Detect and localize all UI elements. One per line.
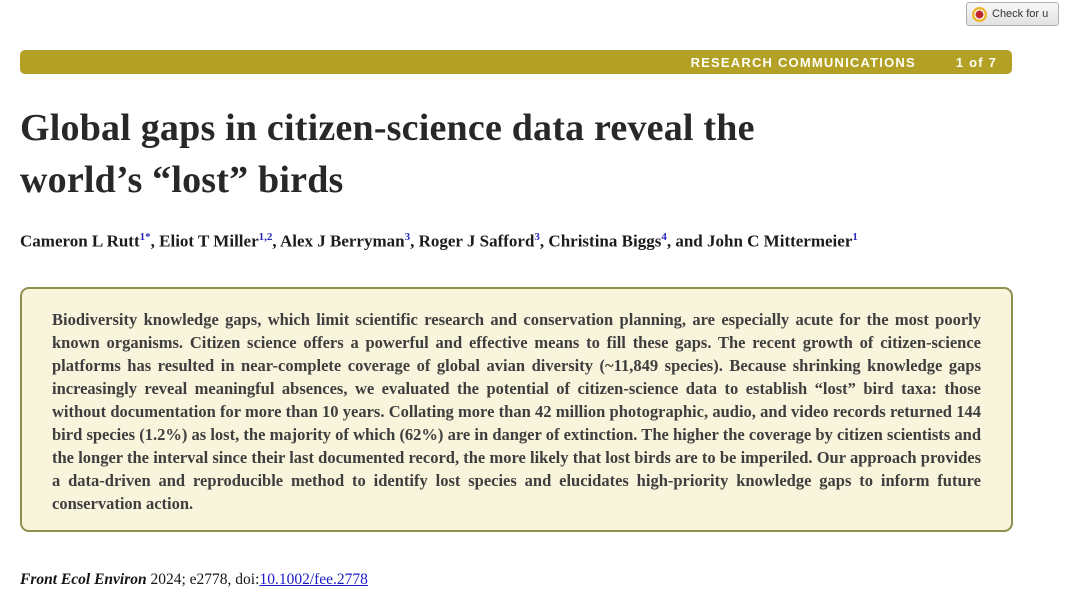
author-name: Alex J Berryman	[279, 231, 405, 251]
doi-link[interactable]: 10.1002/fee.2778	[259, 571, 368, 588]
check-for-updates-button[interactable]	[966, 2, 1059, 26]
author-name: Roger J Safford	[418, 231, 535, 251]
author-line: Cameron L Rutt$^{1*}$, Eliot T Miller$^{1,2}$, Alex J Berryman$^3$, Roger J Safford$^3$, Christina Biggs$^4$, and John C Mittermeier$^1$	[20, 231, 858, 251]
affiliation-superscript[interactable]: 1	[852, 231, 858, 243]
journal-name: Front Ecol Environ	[20, 571, 147, 588]
author-name: Eliot T Miller	[159, 231, 259, 251]
author-name: John C Mittermeier	[706, 231, 853, 251]
citation-line	[20, 571, 368, 589]
banner	[20, 50, 1012, 74]
affiliation-superscript[interactable]: 1*	[139, 231, 151, 243]
abstract-box	[20, 287, 1013, 532]
abstract-text: Biodiversity knowledge gaps, which limit scientific research and conservation planning, are especially acute for the most poorly known organisms. Citizen science offers a powerful and effective means to fill these gaps. The recent growth of citizen-science platforms has resulted in near-complete coverage of global avian diversity (~11,849 species). Because shrinking knowledge gaps increasingly reveal meaningful absences, we evaluated the potential of citizen-science data to establish “lost” bird taxa: those without documentation for more than 10 years. Collating more than 42 million photographic, audio, and video records returned 144 bird species (1.2%) as lost, the majority of which (62%) are in danger of extinction. The higher the coverage by citizen scientists and the longer the interval since their last documented record, the more likely that lost birds are to be imperiled. Our approach provides a data-driven and reproducible method to identify lost species and elucidates high-priority knowledge gaps to inform future conservation action.	[52, 310, 981, 513]
author-name: Cameron L Rutt	[20, 231, 140, 251]
article-title-line2: world’s “lost” birds	[20, 159, 344, 201]
affiliation-superscript[interactable]: 1,2	[258, 231, 273, 243]
section-label: RESEARCH COMMUNICATIONS	[690, 54, 916, 70]
citation-details: 2024; e2778, doi:	[146, 571, 260, 588]
affiliation-superscript[interactable]: 4	[661, 231, 667, 243]
page-indicator: 1 of 7	[955, 54, 997, 70]
article-title	[20, 102, 980, 206]
affiliation-superscript[interactable]: 3	[404, 231, 411, 243]
affiliation-superscript[interactable]: 3	[534, 231, 540, 243]
author-name: Christina Biggs	[548, 231, 662, 251]
article-title-line1: Global gaps in citizen-science data reveal the	[20, 107, 755, 149]
check-for-updates-label: Check for u	[992, 8, 1049, 20]
crossmark-icon	[972, 7, 987, 22]
